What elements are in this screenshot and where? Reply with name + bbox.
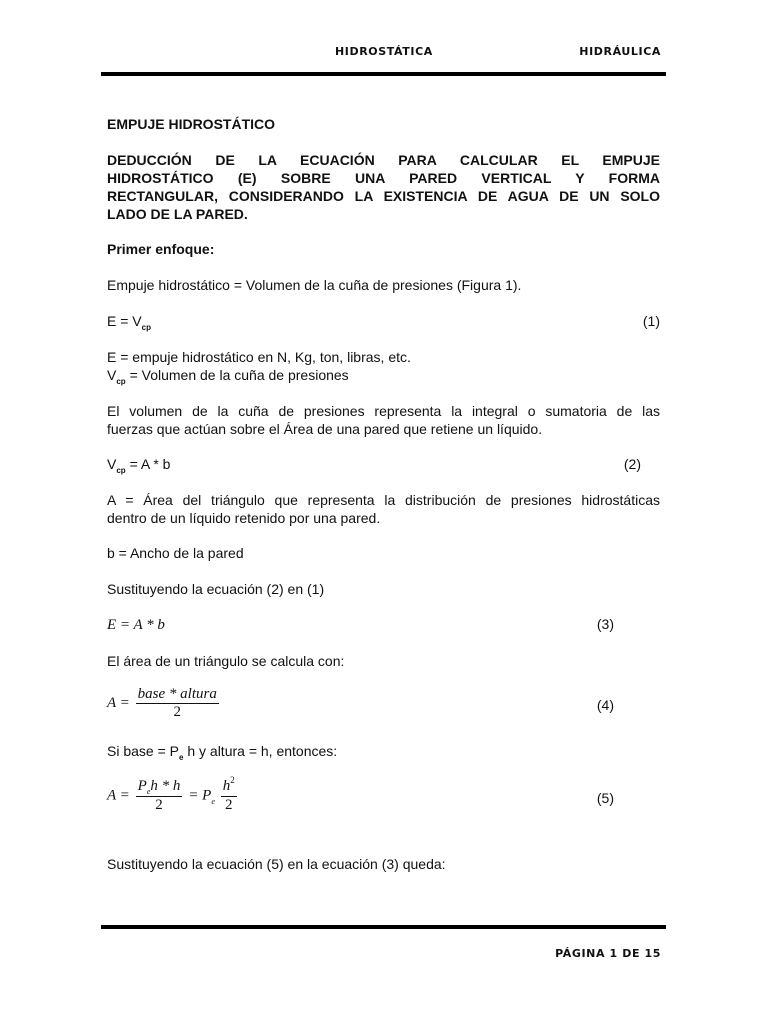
equation-number: (2) bbox=[623, 456, 641, 472]
page-number: PÁGINA 1 DE 15 bbox=[555, 947, 661, 960]
fraction: $\frac{h^2}{2}$ bbox=[222, 775, 235, 813]
equation-1: $E = V_{cp}$ (1) bbox=[107, 313, 660, 332]
equation-5: A = $\frac{P_eh * h}{2}$ = $P_e$ $\frac{h^2}{2}$ (5) bbox=[107, 775, 614, 813]
paragraph: b = Ancho de la pared bbox=[107, 545, 244, 561]
paragraph: Sustituyendo la ecuación (5) en la ecuación (3) queda: bbox=[107, 856, 446, 872]
equation-2: $V_{cp} = A * b$ (2) bbox=[107, 456, 641, 475]
heading-line: DEDUCCIÓN DE LA ECUACIÓN PARA CALCULAR EL EMPUJE bbox=[107, 152, 660, 168]
header-section-title: HIDROSTÁTICA bbox=[335, 45, 433, 58]
equation-number: (1) bbox=[642, 313, 660, 329]
paragraph: Sustituyendo la ecuación (2) en (1) bbox=[107, 581, 325, 597]
heading-line: RECTANGULAR, CONSIDERANDO LA EXISTENCIA DE AGUA DE UN SOLO bbox=[107, 188, 660, 204]
paragraph: Si base = $P_e$ h y altura = h, entonces: bbox=[107, 743, 338, 762]
heading-line: HIDROSTÁTICO (E) SOBRE UNA PARED VERTICAL Y FORMA bbox=[107, 170, 660, 186]
section-heading bbox=[107, 151, 660, 223]
header-rule bbox=[101, 72, 666, 76]
equation-number: (4) bbox=[596, 697, 614, 713]
fraction: $\frac{P_eh * h}{2}$ bbox=[137, 778, 181, 813]
paragraph: A = Área del triángulo que representa la distribución de presiones hidrostáticas dentro de un líquido retenido por una pared. bbox=[107, 492, 660, 526]
fraction: $\frac{\text{base * altura}}{2}$ bbox=[137, 686, 217, 720]
equation-4: A = $\frac{\text{base * altura}}{2}$ (4) bbox=[107, 686, 614, 720]
definition-e: E = empuje hidrostático en N, Kg, ton, libras, etc. bbox=[107, 349, 411, 365]
header-course-title: HIDRÁULICA bbox=[579, 45, 661, 58]
paragraph: El volumen de la cuña de presiones representa la integral o sumatoria de las fuerzas que actúan sobre el Área de una pared que retiene un líquido. bbox=[107, 403, 660, 437]
heading-line: LADO DE LA PARED. bbox=[107, 206, 248, 222]
footer-rule bbox=[101, 925, 666, 929]
equation-number: (3) bbox=[596, 616, 614, 632]
paragraph: Empuje hidrostático = Volumen de la cuña de presiones (Figura 1). bbox=[107, 277, 522, 293]
approach-heading: Primer enfoque: bbox=[107, 241, 215, 257]
definition-vcp: $V_{cp}$ = Volumen de la cuña de presiones bbox=[107, 367, 349, 386]
equation-3: E = A * b (3) bbox=[107, 616, 614, 633]
equation-number: (5) bbox=[596, 790, 614, 806]
document-title: EMPUJE HIDROSTÁTICO bbox=[107, 116, 276, 132]
paragraph: El área de un triángulo se calcula con: bbox=[107, 653, 345, 669]
